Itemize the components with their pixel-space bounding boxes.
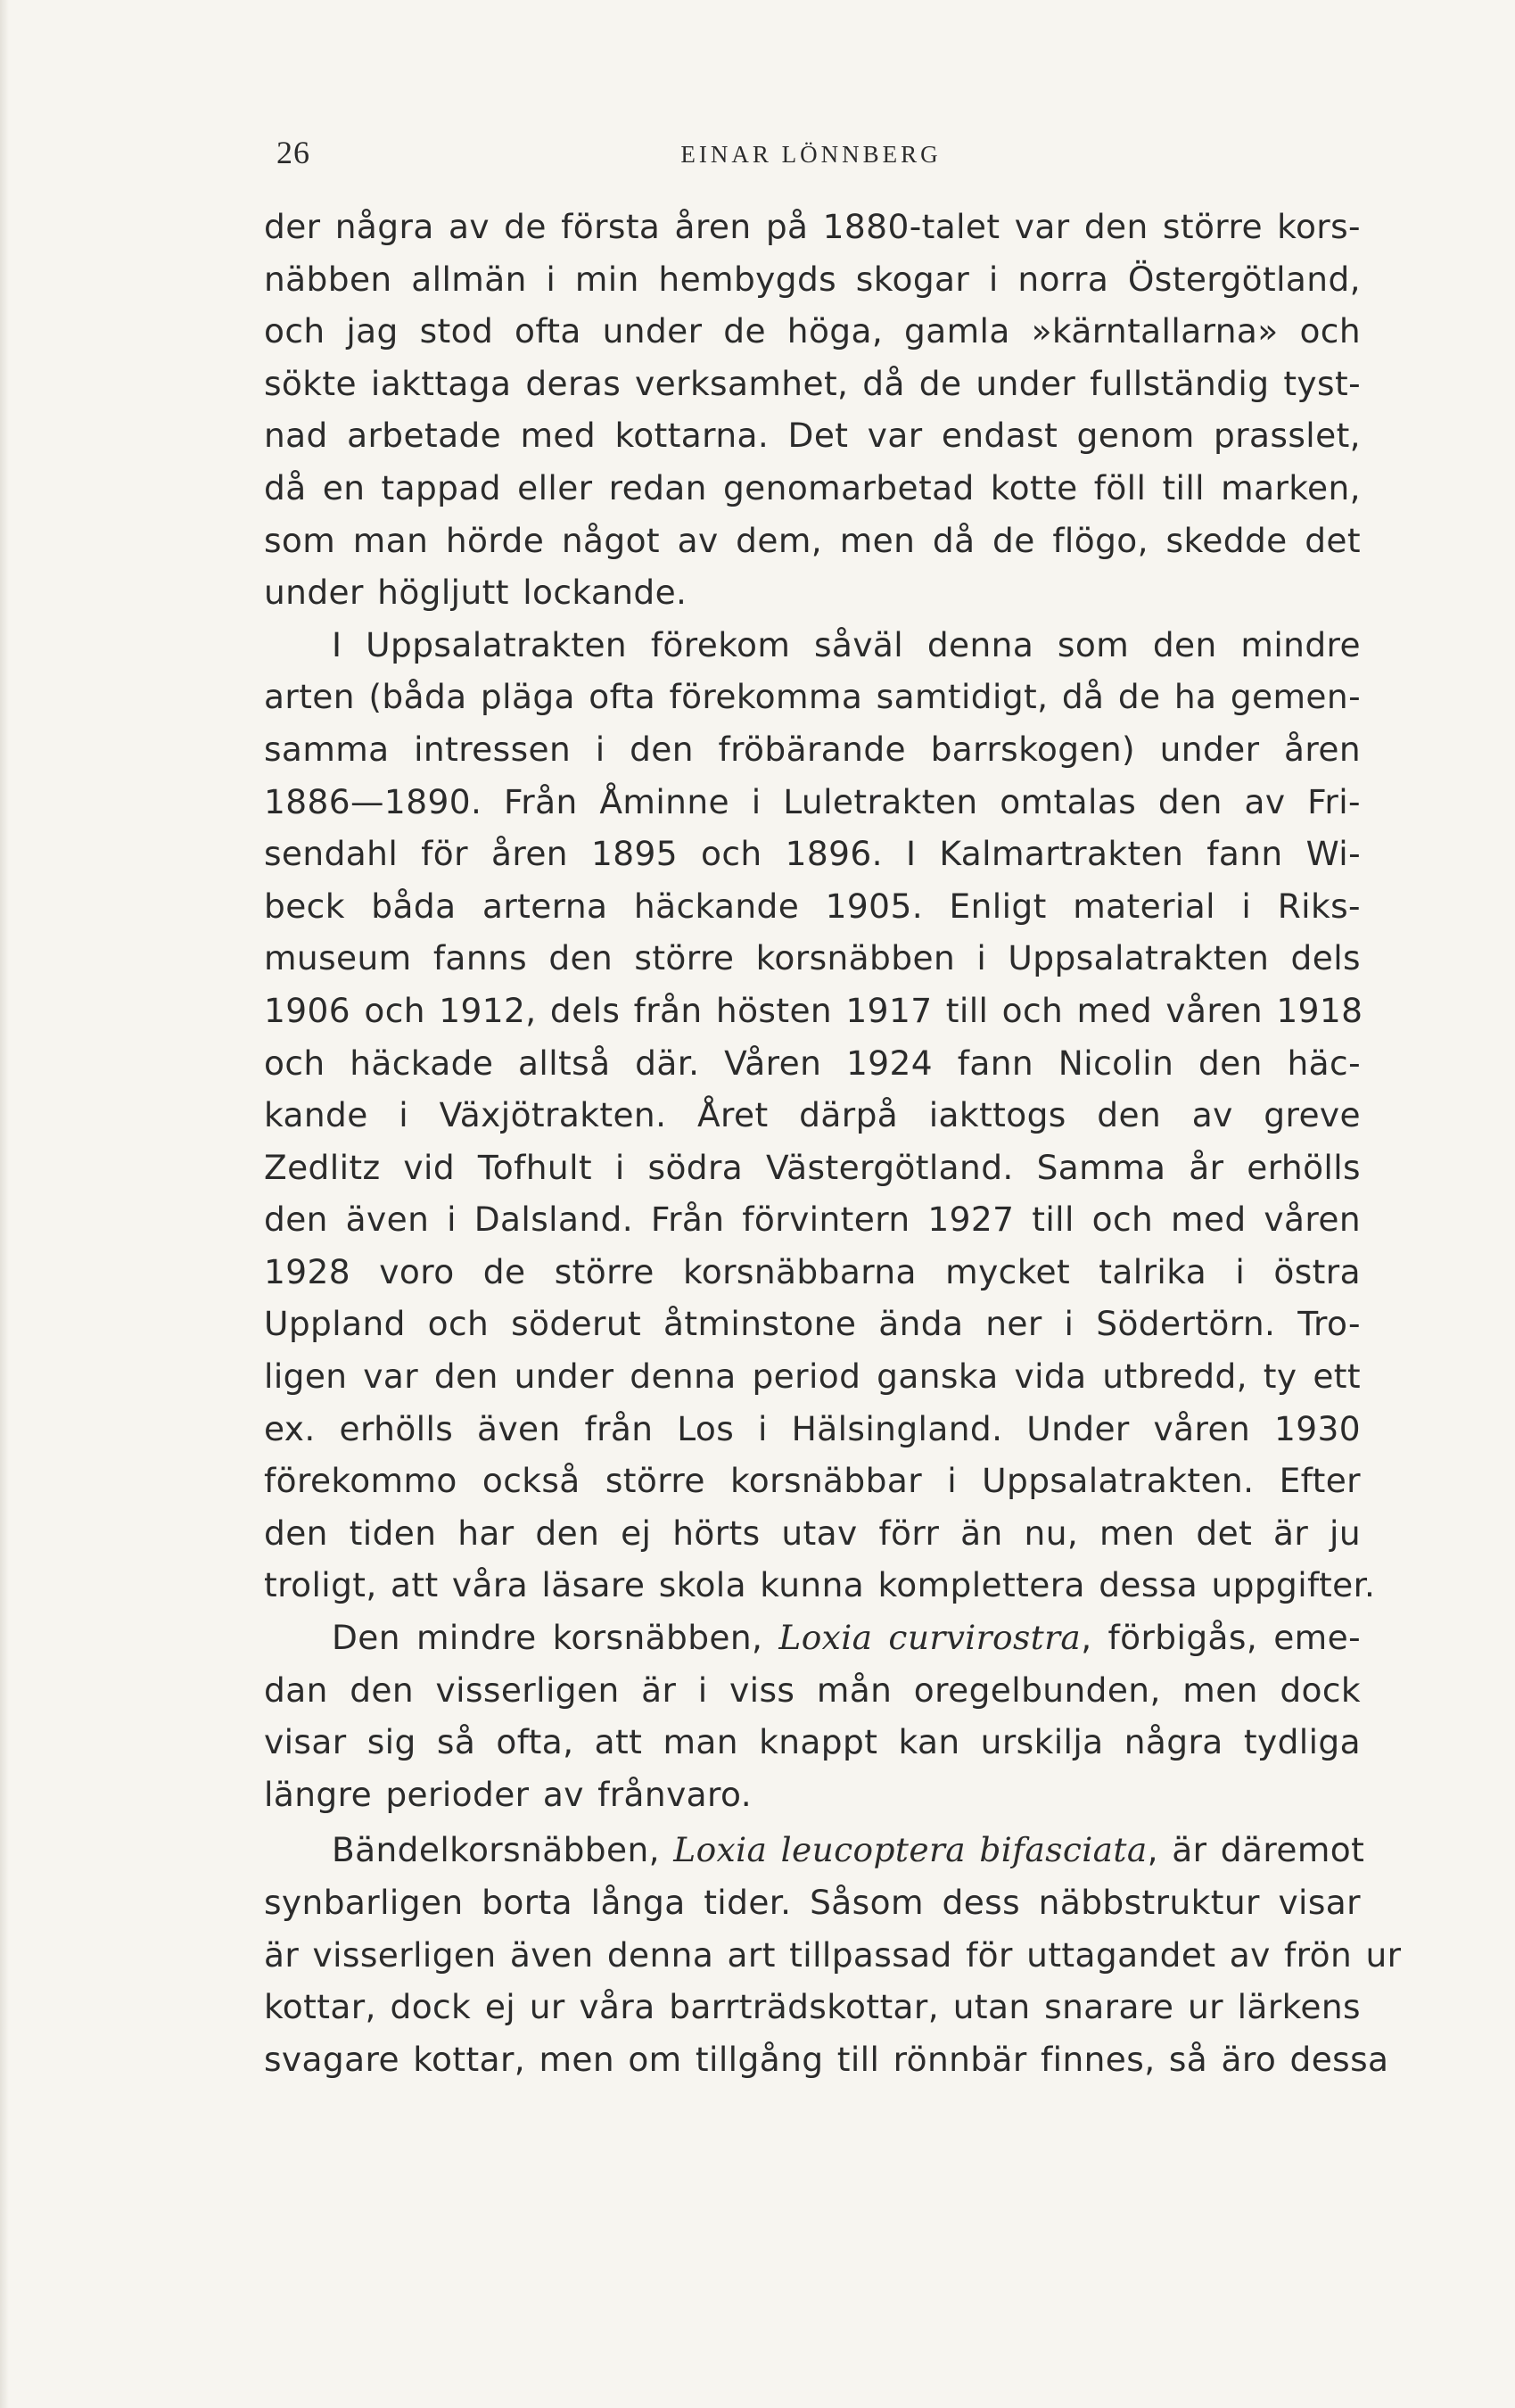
text-line: och häckade alltså där. Våren 1924 fann Nicolin den häc- [264,1043,1361,1083]
text-span: , förbigås, eme- [1081,1618,1362,1658]
text-line: beck båda arterna häckande 1905. Enligt material i Riks- [264,886,1361,926]
text-span: Den mindre korsnäbben, [332,1618,779,1658]
text-line: då en tappad eller redan genomarbetad kotte föll till marken, [264,467,1361,507]
text-line: under högljutt lockande. [264,573,688,613]
text-line: näbben allmän i min hembygds skogar i norra Östergötland, [264,259,1361,299]
species-name: Loxia leucoptera bifasciata [673,1830,1148,1870]
text-line: den tiden har den ej hörts utav förr än nu, men det är ju [264,1513,1361,1553]
text-line: 1886—1890. Från Åminne i Luletrakten omtalas den av Fri- [264,781,1361,821]
paragraph [264,1824,1402,2085]
text-line: förekommo också större korsnäbbar i Uppsalatrakten. Efter [264,1461,1361,1501]
page-number: 26 [276,135,310,170]
text-line: kottar, dock ej ur våra barrträdskottar, utan snarare ur lärkens [264,1987,1361,2027]
text-line: är visserligen även denna art tillpassad för uttagandet av frön ur [264,1934,1402,1975]
text-line [264,1824,1365,1876]
text-line: 1906 och 1912, dels från hösten 1917 till och med våren 1918 [264,990,1363,1030]
text-line: der några av de första åren på 1880-talet var den större kors- [264,207,1361,246]
text-line: samma intressen i den fröbärande barrskogen) under åren [264,729,1361,769]
text-line: visar sig så ofta, att man knappt kan urskilja några tydliga [264,1722,1361,1762]
text-span: , är däremot [1147,1830,1365,1870]
species-name: Loxia curvirostra [778,1618,1082,1658]
running-head: EINAR LÖNNBERG [680,141,942,168]
text-line: den även i Dalsland. Från förvintern 1927 till och med våren [264,1200,1361,1240]
text-line: ex. erhölls även från Los i Hälsingland. Under våren 1930 [264,1408,1361,1448]
text-line: Uppland och söderut åtminstone ända ner i Södertörn. Tro- [264,1304,1361,1344]
text-line: ligen var den under denna period ganska vida utbredd, ty ett [264,1357,1361,1397]
text-line: kande i Växjötrakten. Året därpå iakttogs den av greve [264,1095,1361,1135]
text-line: längre perioder av frånvaro. [264,1774,753,1814]
text-line: synbarligen borta långa tider. Såsom dess näbbstruktur visar [264,1883,1361,1922]
text-line: troligt, att våra läsare skola kunna komplettera dessa uppgifter. [264,1565,1376,1605]
body-text [264,201,1402,2085]
text-line: svagare kottar, men om tillgång till rönnbär finnes, så äro dessa [264,2039,1389,2079]
text-span: Bändelkorsnäbben, [332,1830,674,1870]
text-line: och jag stod ofta under de höga, gamla »kärntallarna» och [264,311,1361,351]
text-line: arten (båda pläga ofta förekomma samtidigt, då de ha gemen- [264,677,1361,717]
text-line: Zedlitz vid Tofhult i södra Västergötland. Samma år erhölls [264,1147,1361,1187]
text-line: I Uppsalatrakten förekom såväl denna som den mindre [332,624,1361,664]
text-line [264,1612,1361,1664]
text-line: sökte iakttaga deras verksamhet, då de under fullständig tyst- [264,363,1361,403]
text-line: 1928 voro de större korsnäbbarna mycket talrika i östra [264,1251,1361,1291]
paragraph [264,201,1361,619]
text-line: sendahl för åren 1895 och 1896. I Kalmartrakten fann Wi- [264,834,1361,874]
text-line: dan den visserligen är i viss mån oregelbunden, men dock [264,1670,1361,1710]
text-line: nad arbetade med kottarna. Det var endast genom prasslet, [264,416,1361,456]
text-line: som man hörde något av dem, men då de flögo, skedde det [264,520,1361,560]
text-line: museum fanns den större korsnäbben i Uppsalatrakten dels [264,938,1361,978]
page-header [276,134,1346,178]
paragraph [264,1612,1361,1820]
paragraph [264,619,1376,1612]
page-edge-shadow [0,0,9,2408]
